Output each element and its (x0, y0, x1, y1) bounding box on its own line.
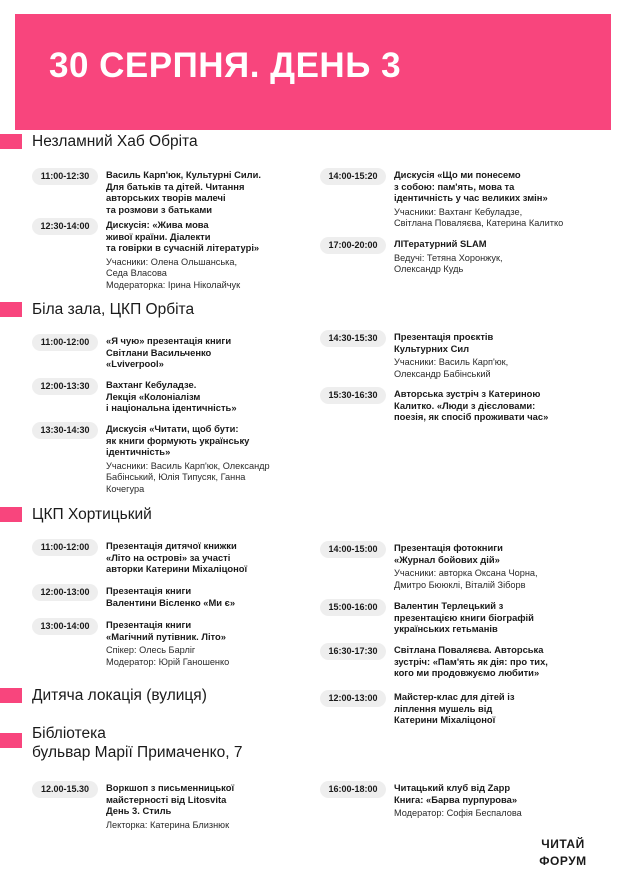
event-title: Презентація книги «Магічний путівник. Літо» (106, 619, 226, 642)
section-marker (0, 302, 22, 317)
event-participants: Учасники: Вахтанг Кебуладзе, Світлана Поваляєва, Катерина Калитко (394, 206, 564, 228)
event-title: Читацький клуб від Zapp Книга: «Барва пурпурова» (394, 782, 518, 805)
event-time: 16:00-18:00 (320, 781, 386, 798)
event-time: 12:00-13:00 (320, 690, 386, 707)
event-title: Авторська зустріч з Катериною Калитко. «Люди з дієсловами: поезія, як спосіб проживати час» (394, 388, 549, 422)
section-title-white-hall: Біла зала, ЦКП Орбіта (32, 301, 195, 318)
event-time: 17:00-20:00 (320, 237, 386, 254)
logo-chytai-forum (533, 836, 593, 870)
event-title: Вахтанг Кебуладзе. Лекція «Колоніалізм і національна ідентичність» (106, 379, 237, 413)
logo-line-1: ЧИТАЙ (541, 837, 585, 851)
section-marker (0, 688, 22, 703)
event-participants: Учасники: Олена Ольшанська, Седа Власова Модераторка: Ірина Ніколайчук (106, 256, 241, 290)
section-marker (0, 733, 22, 748)
event-title: Василь Карп'юк, Культурні Сили. Для батьків та дітей. Читання авторських творів малечі та розмови з батьками (106, 169, 261, 215)
event-time: 13:30-14:30 (32, 422, 98, 439)
event-time: 12:00-13:00 (32, 584, 98, 601)
event-title: Презентація фотокниги «Журнал бойових дій» (394, 542, 503, 565)
event-participants: Лекторка: Катерина Близнюк (106, 819, 230, 830)
event-time: 15:30-16:30 (320, 387, 386, 404)
event-participants: Учасники: Василь Карп'юк, Олександр Бабінський (394, 357, 509, 379)
header-banner (15, 14, 611, 130)
event-title: Презентація книги Валентини Вісленко «Ми є» (106, 585, 236, 608)
event-time: 14:00-15:00 (320, 541, 386, 558)
event-title: Презентація проєктів Культурних Сил (394, 331, 494, 354)
event-title: Майстер-клас для дітей із ліплення мушель від Катерини Міхаліцоної (394, 691, 515, 725)
event-participants: Учасники: Василь Карп'юк, Олександр Бабінський, Юлія Типусяк, Ганна Кочегура (106, 460, 270, 494)
section-marker (0, 507, 22, 522)
event-title: Дискусія «Читати, щоб бути: як книги формують українську ідентичність» (106, 423, 250, 457)
event-title: ЛІТературний SLAM (394, 238, 487, 249)
event-title: Презентація дитячої книжки «Літо на острові» за участі авторки Катерини Міхаліцоної (106, 540, 248, 574)
event-time: 16:30-17:30 (320, 643, 386, 660)
event-time: 13:00-14:00 (32, 618, 98, 635)
section-title-library: Бібліотека бульвар Марії Примаченко, 7 (32, 725, 243, 761)
event-title: «Я чую» презентація книги Світлани Васильченко «Lviverpool» (106, 335, 232, 369)
event-title: Світлана Поваляєва. Авторська зустріч: «Пам'ять як дія: про тих, кого ми продовжуємо любити» (394, 644, 548, 678)
event-time: 11:00-12:00 (32, 539, 98, 556)
event-participants: Ведучі: Тетяна Хоронжук, Олександр Кудь (394, 252, 503, 274)
page-title: 30 СЕРПНЯ. ДЕНЬ 3 (49, 46, 402, 85)
event-time: 14:30-15:30 (320, 330, 386, 347)
event-title: Дискусія «Що ми понесемо з собою: пам'ять, мова та ідентичність у час великих змін» (394, 169, 548, 203)
event-title: Валентин Терлецький з презентацією книги біографій українських гетьманів (394, 600, 534, 634)
event-participants: Спікер: Олесь Барліг Модератор: Юрій Ганошенко (106, 645, 230, 667)
logo-line-2: ФОРУМ (539, 854, 587, 868)
event-title: Воркшоп з письменницької майстерності від Litosvita День 3. Стиль (106, 782, 235, 816)
event-participants: Учасники: авторка Оксана Чорна, Дмитро Бююклі, Віталій Зіборв (394, 568, 538, 590)
section-title-khortytskyi: ЦКП Хортицький (32, 506, 152, 523)
event-time: 14:00-15:20 (320, 168, 386, 185)
event-time: 12:30-14:00 (32, 218, 98, 235)
event-participants: Модератор: Софія Беспалова (394, 808, 522, 818)
event-time: 12.00-15.30 (32, 781, 98, 798)
section-title-kids: Дитяча локація (вулиця) (32, 687, 207, 704)
event-time: 11:00-12:00 (32, 334, 98, 351)
event-time: 11:00-12:30 (32, 168, 98, 185)
event-time: 15:00-16:00 (320, 599, 386, 616)
section-marker (0, 134, 22, 149)
event-title: Дискусія: «Жива мова живої країни. Діалекти та говірки в сучасній літературі» (106, 219, 260, 253)
section-title-hub: Незламний Хаб Обріта (32, 133, 198, 150)
event-time: 12:00-13:30 (32, 378, 98, 395)
